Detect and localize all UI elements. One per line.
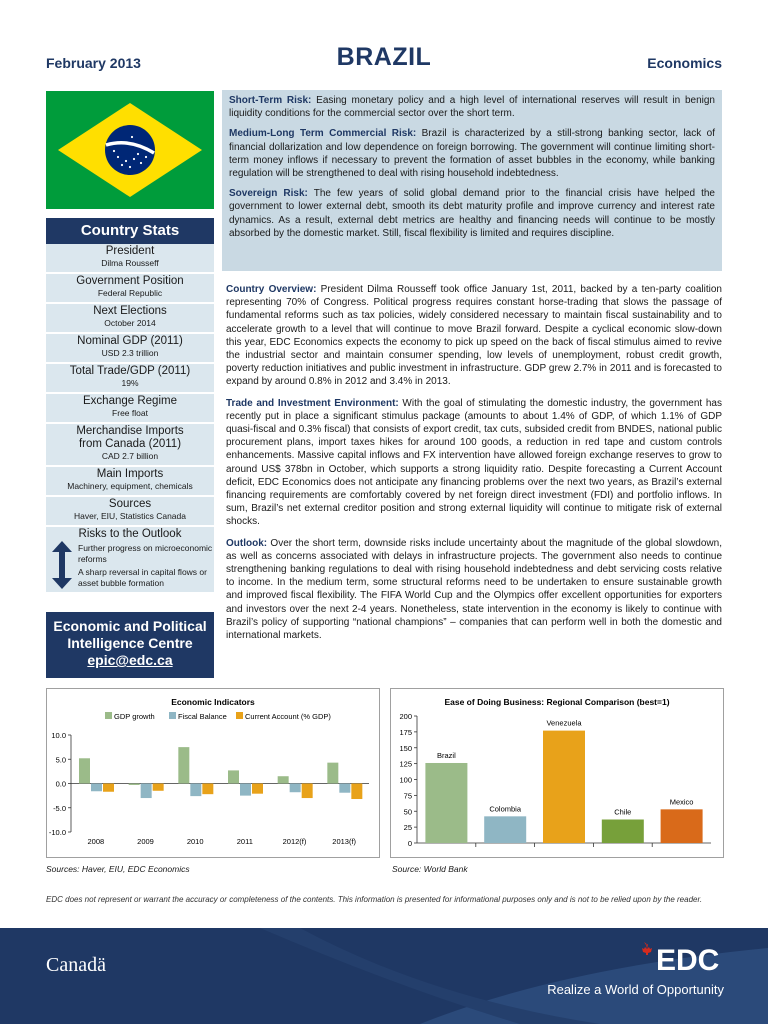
medium-term-risk-text: Brazil is characterized by a still-strong banking sector, lack of financial dollarization and low dependence on foreign borrowing. The government will continue limiting short-term money inflows if necessary to prevent the formation of asset bubbles in the economy, while banking regulation will be strengthened to deal with rising household indebtedness. <box>229 128 715 180</box>
bar-label: Chile <box>614 807 632 817</box>
chart2-source: Source: World Bank <box>392 864 468 874</box>
stat-label: Main Imports <box>96 468 164 480</box>
stat-exchange <box>46 394 214 424</box>
bar-current-account-gdp- <box>302 784 313 799</box>
y-tick-label: -5.0 <box>53 803 66 813</box>
stat-imports-canada <box>46 424 214 467</box>
stat-president <box>46 244 214 274</box>
contact-line-2: Intelligence Centre <box>67 635 193 651</box>
stat-elections <box>46 304 214 334</box>
arrow-up-icon <box>52 541 72 565</box>
chart-title: Economic Indicators <box>171 697 255 707</box>
stat-label: Government Position <box>76 275 184 287</box>
edc-logo-text: EDC <box>656 944 720 977</box>
bar-gdp-growth <box>129 784 140 785</box>
stat-label: Total Trade/GDP (2011) <box>69 365 191 377</box>
bar-fiscal-balance <box>190 784 201 797</box>
overview-text: President Dilma Rousseff took office January 1st, 2011, backed by a ten-party coalition representing 70% of Congress. Political progress requires constant horse-trading that slows the passage of fundamental reforms such as tax policies, widely considered necessary to maintain fiscal sustainability and to accelerate growth to a level that will continue to move Brazil forward. Despite a cyclical economic slow-down this year, EDC Economics expects the economy to pick up speed on the back of fiscal stimulus aimed to revive the industrial sector and maintain consumer spending, low levels of unemployment, robust credit growth, poverty reduction initiatives and public investment in infrastructure. GDP grew 2.7% in 2011 and is forecasted to expand by around 0.8% in 2012 and 3.4% in 2013. <box>226 284 722 388</box>
y-tick-label: 150 <box>399 743 412 753</box>
sovereign-risk <box>229 187 715 240</box>
contact-box <box>46 612 214 678</box>
main-body <box>226 283 722 650</box>
bar-gdp-growth <box>327 763 338 784</box>
bar-current-account-gdp- <box>153 784 164 791</box>
legend-label: Current Account (% GDP) <box>245 712 331 721</box>
bar-current-account-gdp- <box>202 784 213 795</box>
bar-current-account-gdp- <box>252 784 263 794</box>
legend-swatch <box>105 712 112 719</box>
stat-label: Nominal GDP (2011) <box>77 335 183 347</box>
stat-value: 19% <box>121 378 139 388</box>
country-title: BRAZIL <box>336 43 432 71</box>
stat-sources <box>46 497 214 527</box>
edc-logo-icon[interactable] <box>634 936 724 978</box>
stat-label: Next Elections <box>93 305 167 317</box>
bar-gdp-growth <box>79 758 90 783</box>
risks-title: Risks to the Outlook <box>78 528 182 540</box>
short-term-risk <box>229 94 715 120</box>
bar-label: Venezuela <box>546 718 582 728</box>
bar-chile <box>602 820 644 843</box>
trade-text: With the goal of stimulating the domestic industry, the government has recently put in place a significant stimulus package (amounts to about 1.4% of GDP, of which 1.1% of GDP quasi-fiscal and 0.3% fiscal) that consists of export credit, tax cuts, subsided credit from BNDES, national public procurement plans, import taxes hikes for around 100 goods, a reduction in red tape and custom controls enhancements. Massive capital inflows and FX intervention have allowed foreign exchange reserves to grow to around US$ 378bn in October, which supports a strong liquidity ratio. Despite forecasting a Current Account deficit, EDC Economics does not anticipate any financing problems over the next two years, as Brazil’s external financing requirements are comfortably covered by net foreign direct investment (FDI) and portfolio inflows. In sum, Brazil’s net external creditor position and strong external liquidity will continue to mitigate risk of external shocks. <box>226 397 722 528</box>
chart-title: Ease of Doing Business: Regional Comparison (best=1) <box>444 697 670 707</box>
medium-term-risk <box>229 127 715 180</box>
country-stats-title: Country Stats <box>46 218 214 244</box>
sovereign-risk-text: The few years of solid global demand prior to the financial crisis have helped the government to lower external debt, smooth its debt maturity profile and improve currency and interest rate dynamics. As a result, external debt metrics are healthy and financing needs will continue to be mostly absorbed by the domestic market. Still, fiscal flexibility is limited and requires discipline. <box>229 188 715 239</box>
contact-line-1: Economic and Political <box>53 618 207 634</box>
chart1-source: Sources: Haver, EIU, EDC Economics <box>46 864 190 874</box>
stat-government <box>46 274 214 304</box>
stat-value: Haver, EIU, Statistics Canada <box>74 511 186 521</box>
stat-value: Dilma Rousseff <box>101 258 159 268</box>
bar-mexico <box>661 809 703 843</box>
bar-gdp-growth <box>278 776 289 783</box>
country-overview <box>226 283 722 389</box>
bar-colombia <box>484 816 526 843</box>
stat-label: President <box>105 245 155 257</box>
tagline: Realize a World of Opportunity <box>547 982 724 997</box>
trade-investment <box>226 397 722 529</box>
brazil-flag-image <box>46 91 214 209</box>
legend-swatch <box>169 712 176 719</box>
x-tick-label: 2009 <box>137 837 154 846</box>
y-tick-label: 125 <box>399 759 412 769</box>
legend-label: GDP growth <box>114 712 155 721</box>
x-tick-label: 2012(f) <box>282 837 307 846</box>
bar-fiscal-balance <box>141 784 152 799</box>
section-label: Economics <box>647 55 722 71</box>
x-tick-label: 2008 <box>87 837 105 846</box>
report-date: February 2013 <box>46 55 141 71</box>
economic-indicators-svg <box>47 689 379 857</box>
y-tick-label: 0.0 <box>55 779 66 789</box>
stat-value: USD 2.3 trillion <box>101 348 159 358</box>
y-tick-label: -10.0 <box>48 828 66 837</box>
y-tick-label: 10.0 <box>51 731 66 740</box>
y-tick-label: 200 <box>399 712 412 721</box>
bar-fiscal-balance <box>339 784 350 793</box>
outlook-label: Outlook: <box>226 537 268 549</box>
bar-label: Mexico <box>669 797 694 807</box>
stat-value: Free float <box>112 408 148 418</box>
legend-label: Fiscal Balance <box>178 712 227 721</box>
contact-email-link[interactable]: epic@edc.ca <box>87 652 173 668</box>
stat-label: Exchange Regime <box>83 395 177 407</box>
economic-indicators-chart <box>46 688 380 858</box>
bar-gdp-growth <box>228 770 239 783</box>
stat-main-imports <box>46 467 214 497</box>
risk-upside-text: Further progress on microeconomic reforms <box>78 543 213 564</box>
disclaimer: EDC does not represent or warrant the accuracy or completeness of the contents. This information is presented for informational purposes only and is not to be relied upon by the reader. <box>46 895 703 904</box>
short-term-risk-text: Easing monetary policy and a high level of international reserves will result in benign liquidity conditions for the commercial sector over the short term. <box>229 95 715 120</box>
short-term-risk-label: Short-Term Risk: <box>229 95 312 106</box>
arrow-down-icon <box>52 565 72 589</box>
bar-venezuela <box>543 731 585 843</box>
x-tick-label: 2011 <box>236 837 253 846</box>
bar-current-account-gdp- <box>103 784 114 792</box>
risk-summary-panel <box>222 90 722 271</box>
bar-current-account-gdp- <box>351 784 362 800</box>
stat-label: Merchandise Imports from Canada (2011) <box>76 425 184 450</box>
bar-gdp-growth <box>178 747 189 783</box>
stat-label: Sources <box>108 498 152 510</box>
bar-label: Colombia <box>489 804 522 814</box>
bar-label: Brazil <box>437 750 456 760</box>
outlook-text: Over the short term, downside risks include uncertainty about the magnitude of the global slowdown, as well as concerns associated with delays in infrastructure projects. The government also needs to continue strengthening banking regulations to deal with rising household indebtedness and debt servicing costs relative to income. In the medium term, some structural reforms need to be undertaken to ensure sustainable growth and improved fiscal flexibility. The FIFA World Cup and the Olympics offer excellent opportunities for exporters and investors over the next 2-4 years. Nonetheless, state intervention in the economy is likely to continue with Brazil’s policy of supporting “national champions” – companies that can perform well in both the domestic and international markets. <box>226 537 722 642</box>
stat-value: CAD 2.7 billion <box>101 451 159 461</box>
y-tick-label: 175 <box>399 727 412 737</box>
legend-swatch <box>236 712 243 719</box>
doing-business-svg <box>391 689 723 857</box>
bar-fiscal-balance <box>91 784 102 792</box>
y-tick-label: 5.0 <box>55 755 66 765</box>
stat-trade <box>46 364 214 394</box>
y-tick-label: 0 <box>407 839 412 848</box>
y-tick-label: 50 <box>403 807 412 817</box>
stat-gdp <box>46 334 214 364</box>
x-tick-label: 2013(f) <box>332 837 357 846</box>
y-tick-label: 25 <box>403 823 412 833</box>
bar-fiscal-balance <box>290 784 301 793</box>
bar-brazil <box>425 763 467 843</box>
risk-downside-text: A sharp reversal in capital flows or asset bubble formation <box>78 567 207 588</box>
canada-wordmark: Canadä <box>46 954 106 976</box>
sovereign-risk-label: Sovereign Risk: <box>229 188 308 200</box>
y-tick-label: 75 <box>403 791 412 801</box>
risk-upside <box>46 541 214 565</box>
country-stats-panel <box>46 244 214 592</box>
x-tick-label: 2010 <box>186 837 204 846</box>
risks-outlook <box>46 527 214 592</box>
medium-term-risk-label: Medium-Long Term Commercial Risk: <box>229 128 417 140</box>
doing-business-chart <box>390 688 724 858</box>
stat-value: Machinery, equipment, chemicals <box>67 481 193 491</box>
stat-value: October 2014 <box>104 318 156 328</box>
footer <box>0 928 768 1024</box>
outlook <box>226 537 722 643</box>
stat-value: Federal Republic <box>97 288 163 298</box>
risk-downside <box>46 565 214 592</box>
bar-fiscal-balance <box>240 784 251 796</box>
trade-label: Trade and Investment Environment: <box>226 397 399 409</box>
y-tick-label: 100 <box>399 775 412 785</box>
overview-label: Country Overview: <box>226 284 317 295</box>
